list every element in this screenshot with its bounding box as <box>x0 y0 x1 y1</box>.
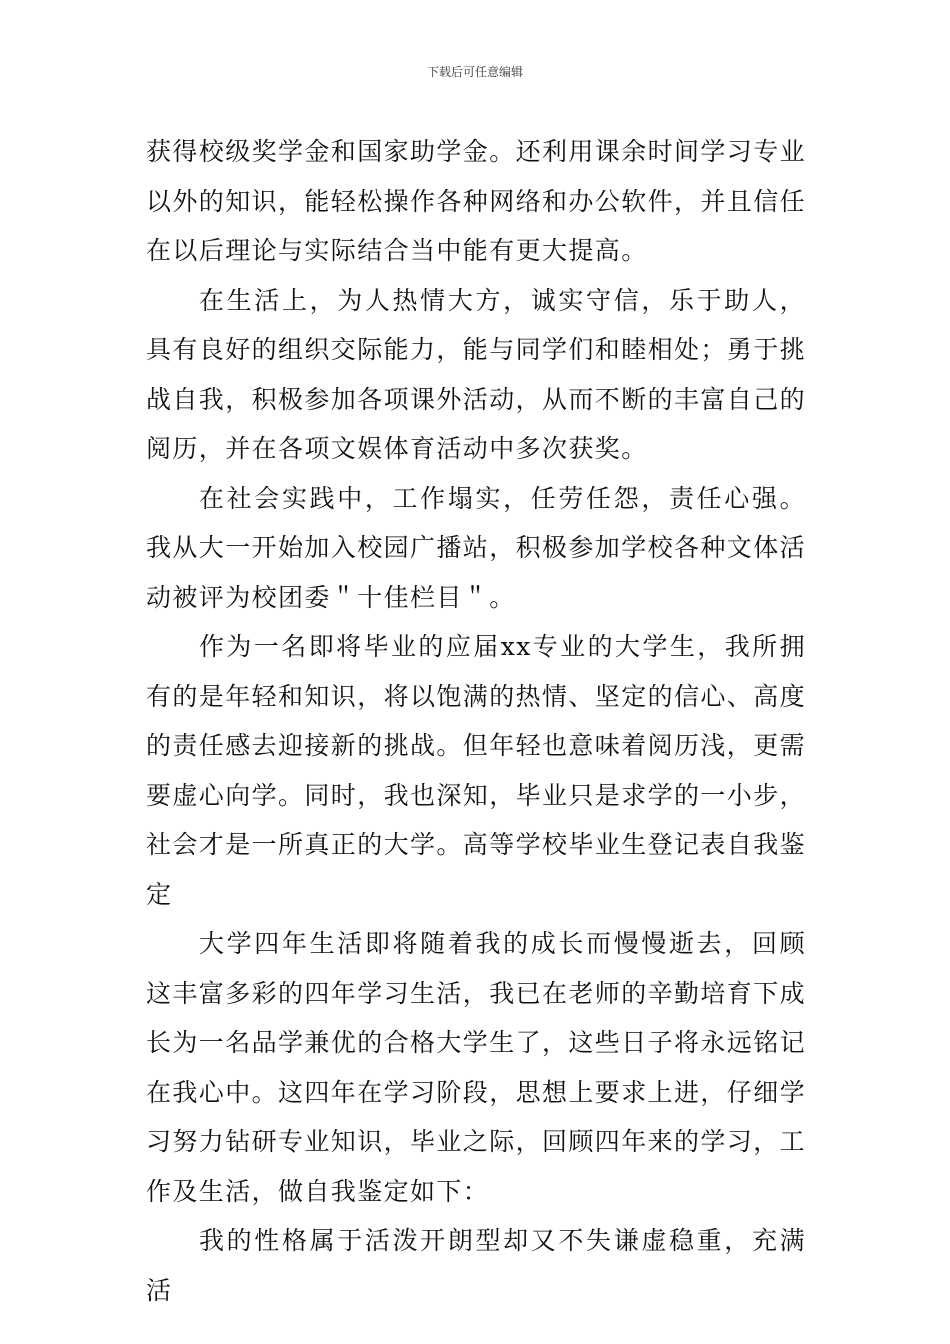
paragraph: 在社会实践中，工作塌实，任劳任怨，责任心强。我从大一开始加入校园广播站，积极参加学校各种文体活动被评为校团委＂十佳栏目＂。 <box>146 483 807 612</box>
paragraph: 获得校级奖学金和国家助学金。还利用课余时间学习专业以外的知识，能轻松操作各种网络和办公软件，并且信任在以后理论与实际结合当中能有更大提高。 <box>146 137 807 265</box>
paragraph: 在生活上，为人热情大方，诚实守信，乐于助人，具有良好的组织交际能力，能与同学们和睦相处；勇于挑战自我，积极参加各项课外活动，从而不断的丰富自己的阅历，并在各项文娱体育活动中多次获奖。 <box>146 285 807 463</box>
paragraph: 作为一名即将毕业的应届xx专业的大学生，我所拥有的是年轻和知识，将以饱满的热情、坚定的信心、高度的责任感去迎接新的挑战。但年轻也意味着阅历浅，更需要虚心向学。同时，我也深知，毕业只是求学的一小步，社会才是一所真正的大学。高等学校毕业生登记表自我鉴定 <box>146 632 807 909</box>
document-body <box>146 127 806 1315</box>
paragraph: 我的性格属于活泼开朗型却又不失谦虚稳重，充满活 <box>146 1226 806 1305</box>
paragraph: 大学四年生活即将随着我的成长而慢慢逝去，回顾这丰富多彩的四年学习生活，我已在老师的辛勤培育下成长为一名品学兼优的合格大学生了，这些日子将永远铭记在我心中。这四年在学习阶段，思想上要求上进，仔细学习努力钻研专业知识，毕业之际，回顾四年来的学习，工作及生活，做自我鉴定如下： <box>146 929 807 1206</box>
page-header: 下载后可任意编辑 <box>426 65 523 79</box>
